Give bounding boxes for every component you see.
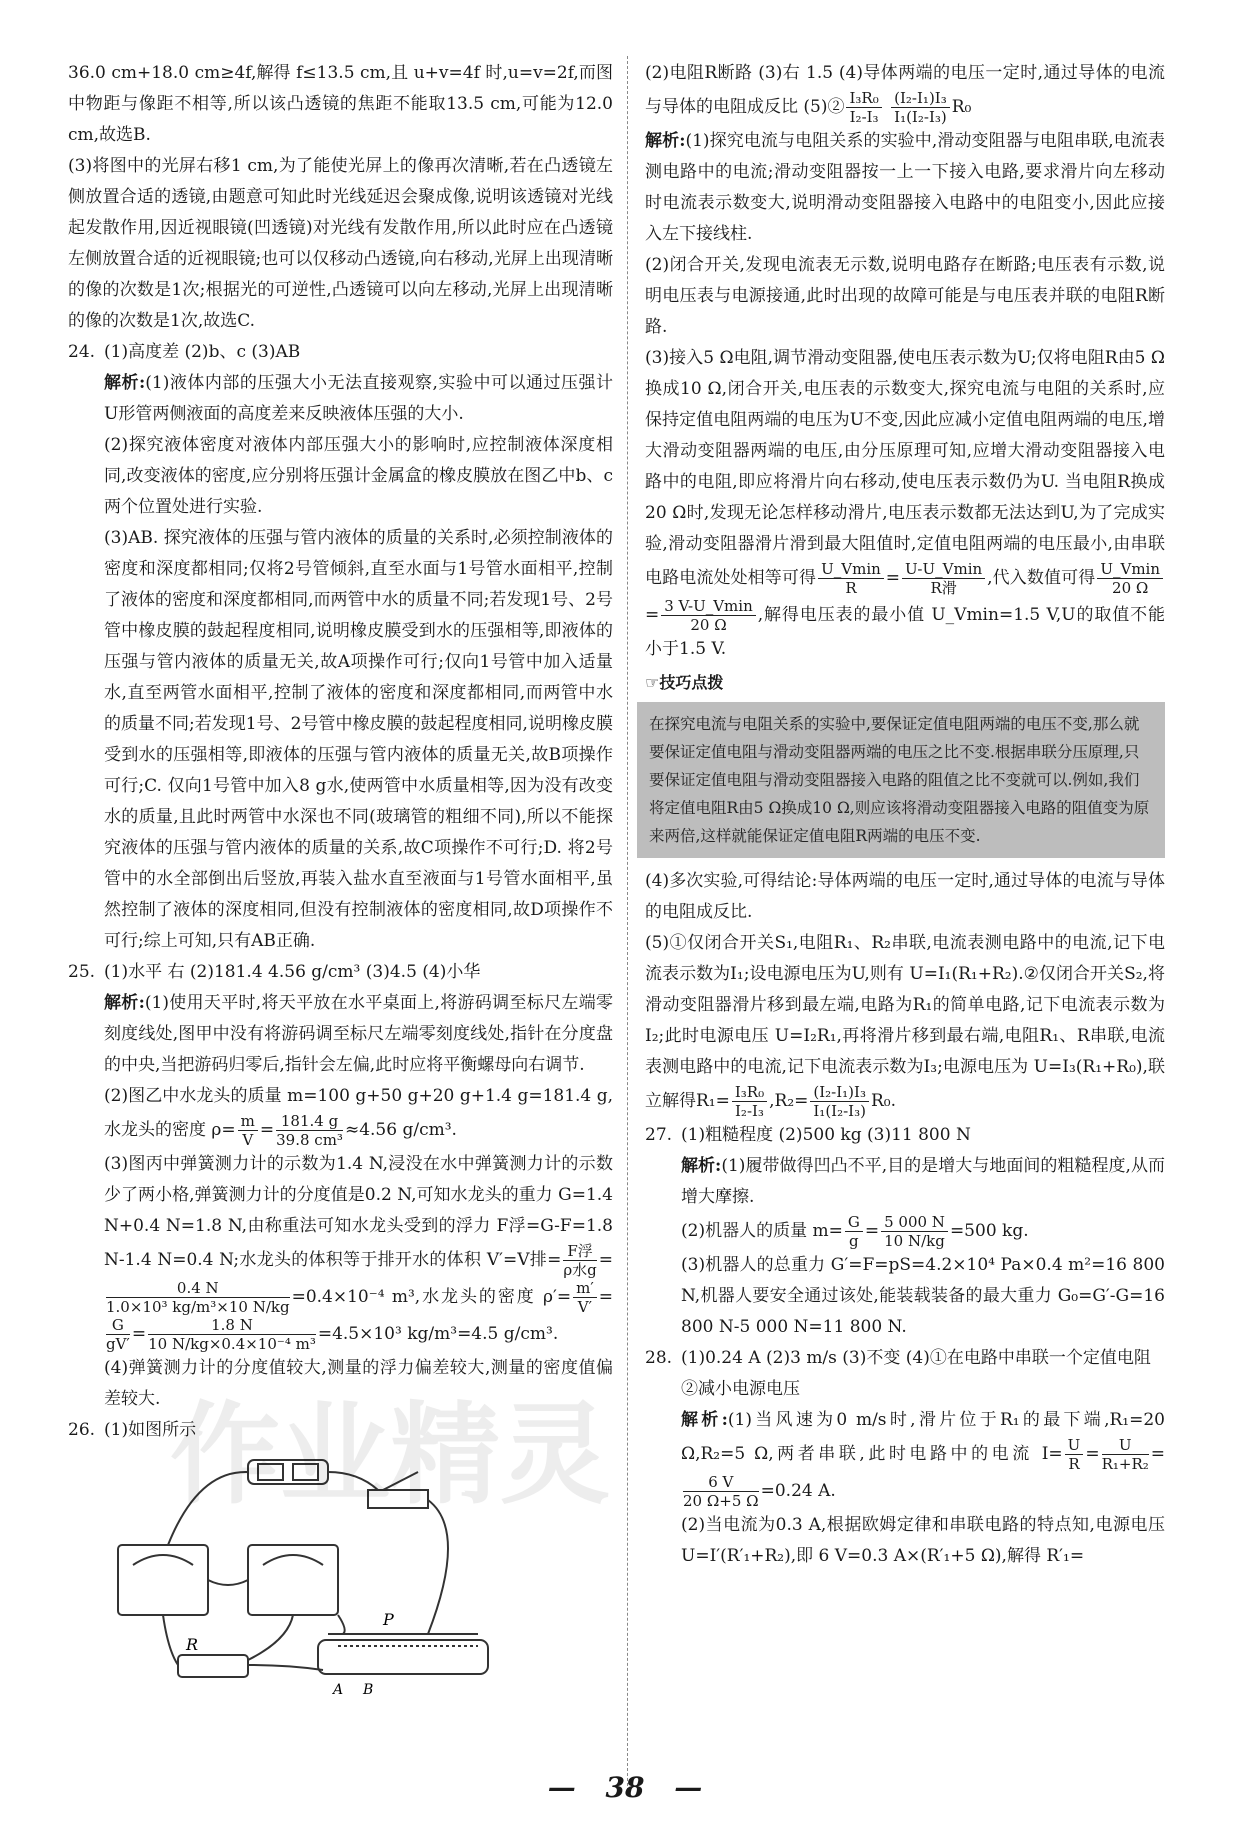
- q26-para-3: (3)接入5 Ω电阻,调节滑动变阻器,使电压表示数为U;仅将电阻R由5 Ω换成10 Ω,闭合开关,电压表的示数变大,探究电流与电阻的关系时,应保持定值电阻两端的电压为U不变,因此应减小定值电阻两端的电压,增大滑动变阻器两端的电压,由分压原理可知,应增大滑动变阻器接入电路中的电阻,即应将滑片向右移动,使电压表示数仍为U. 当电阻R换成20 Ω时,发现无论怎样移动滑片,电压表示数都无法达到U,为了完成实验,滑动变阻器滑片滑到最大阻值时,定值电阻两端的电压最小,由串联电路电流处处相等可得 $\frac{U\_Vmin}{R}$ = $\frac{U-U\_Vmin}{\text{R滑}}$ ,代入数值可得 $\frac{U\_Vmin}{20 \Omega}$ = $\frac{3 V-U\_Vmin}{20 \Omega}$ ,解得电压表的最小值 U_Vmin=1.5 V,U的取值不能小于1.5 V.: [645, 348, 1165, 659]
- q27-answer: (1)粗糙程度 (2)500 kg (3)11 800 N: [681, 1125, 971, 1145]
- q26-answer: (1)如图所示: [104, 1420, 197, 1440]
- q27-para-1: (1)履带做得凹凸不平,目的是增大与地面间的粗糙程度,从而增大摩擦.: [681, 1156, 1165, 1207]
- left-column: [68, 58, 613, 1711]
- q27-analysis-label: 解析:: [681, 1156, 722, 1176]
- q24-number: 24.: [68, 342, 96, 362]
- q24-analysis-label: 解析:: [104, 373, 146, 393]
- q26-continued: (2)电阻R断路 (3)右 1.5 (4)导体两端的电压一定时,通过导体的电流与导体的电阻成反比 (5)② $\frac{\text{I₃R₀}}{\text{I₂-I₃}}$ $\frac{\text{(I₂-I₁)I₃}}{\text{I₁(I₂-I₃)}}$ R₀: [645, 63, 1165, 126]
- q25-answer: (1)水平 右 (2)181.4 4.56 g/cm³ (3)4.5 (4)小华: [104, 962, 481, 982]
- q26-para-2: (2)闭合开关,发现电流表无示数,说明电路存在断路;电压表有示数,说明电压表与电源接通,此时出现的故障可能是与电压表并联的电阻R断路.: [645, 255, 1165, 337]
- column-divider: [627, 56, 628, 1796]
- q23-cont-2: (3)将图中的光屏右移1 cm,为了能使光屏上的像再次清晰,若在凸透镜左侧放置合适的透镜,由题意可知此时光线延迟会聚成像,说明该透镜对光线起发散作用,因近视眼镜(凹透镜)对光线有发散作用,所以此时应在凸透镜左侧放置合适的近视眼镜;也可以仅移动凸透镜,向右移动,光屏上出现清晰的像的次数是1次;根据光的可逆性,凸透镜可以向左移动,光屏上出现清晰的像的次数是1次,故选C.: [68, 156, 613, 331]
- q24-para-2: (2)探究液体密度对液体内部压强大小的影响时,应控制液体深度相同,改变液体的密度,应分别将压强计金属盒的橡皮膜放在图乙中b、c两个位置处进行实验.: [104, 435, 613, 517]
- rheostat-icon: [318, 1640, 488, 1674]
- q26-para-1: (1)探究电流与电阻关系的实验中,滑动变阻器与电阻串联,电流表测电路中的电流;滑动变阻器按一上一下接入电路,要求滑片向左移动时电流表示数变大,说明滑动变阻器接入电路中的电阻变小,因此应接入左下接线柱.: [645, 131, 1165, 244]
- q28-para-1: 解析:(1)当风速为0 m/s时,滑片位于R₁的最下端,R₁=20 Ω,R₂=5 Ω,两者串联,此时电路中的电流 I= $\frac{U}{R}$ = $\frac{U}{\text{R₁+R₂}}$ = $\frac{6 V}{20 \Omega+5 \Omega}$ =0.24 A.: [681, 1410, 1165, 1510]
- formula-density-value: $\frac{181.4 g}{\text{39.8 cm³}}$: [276, 1112, 343, 1149]
- q25-para-4: (4)弹簧测力计的分度值较大,测量的浮力偏差较大,测量的密度值偏差较大.: [104, 1358, 613, 1409]
- q25-analysis-label: 解析:: [104, 993, 145, 1013]
- tip-title: ☞技巧点拨: [645, 673, 724, 692]
- formula-m-over-v: $\frac{m}{V}$: [238, 1112, 258, 1149]
- watermark: 作业精灵: [170, 1391, 610, 1519]
- label-P: P: [383, 1610, 394, 1629]
- q27-para-2: (2)机器人的质量 m= $\frac{G}{g}$ = $\frac{5 000 N}{10 N/kg}$ =500 kg.: [681, 1213, 1029, 1250]
- formula-density-calc: $\frac{1.8 N}{\text{10 N/kg×0.4×10⁻⁴ m³}}$: [148, 1316, 316, 1353]
- q28-number: 28.: [645, 1348, 673, 1368]
- q23-cont-1: 36.0 cm+18.0 cm≥4f,解得 f≤13.5 cm,且 u+v=4f 时,u=v=2f,而图中物距与像距不相等,所以该凸透镜的焦距不能取13.5 cm,可能为12.0 cm,故选B.: [68, 63, 613, 145]
- q26-para-5: (5)①仅闭合开关S₁,电阻R₁、R₂串联,电流表测电路中的电流,记下电流表示数为I₁;设电源电压为U,则有 U=I₁(R₁+R₂).②仅闭合开关S₂,将滑动变阻器滑片移到最左端,电路为R₁的简单电路,记下电流表示数为I₂;此时电源电压 U=I₂R₁,再将滑片移到最右端,电阻R₁、R串联,电流表测电路中的电流,记下电流表示数为I₃;电源电压为 U=I₃(R₁+R₀),联立解得R₁= $\frac{\text{I₃R₀}}{\text{I₂-I₃}}$ ,R₂= $\frac{\text{(I₂-I₁)I₃}}{\text{I₁(I₂-I₃)}}$ R₀.: [645, 933, 1165, 1120]
- q26-analysis-label: 解析:: [645, 131, 686, 151]
- formula-volume: $\frac{0.4 N}{\text{1.0×10³ kg/m³×10 N/kg}}$: [106, 1279, 290, 1316]
- q26-para-4: (4)多次实验,可得结论:导体两端的电压一定时,通过导体的电流与导体的电阻成反比.: [645, 871, 1165, 922]
- circuit-figure: [98, 1450, 618, 1700]
- question-24: [68, 337, 613, 368]
- question-28: [645, 1343, 1165, 1405]
- q25-number: 25.: [68, 962, 96, 982]
- q26-number: 26.: [68, 1420, 96, 1440]
- label-R: R: [186, 1635, 199, 1654]
- tip-box: 在探究电流与电阻关系的实验中,要保证定值电阻两端的电压不变,那么就要保证定值电阻与滑动变阻器两端的电压之比不变.根据串联分压原理,只要保证定值电阻与滑动变阻器接入电路的阻值之比不变就可以.例如,我们将定值电阻R由5 Ω换成10 Ω,则应该将滑动变阻器接入电路的阻值变为原来两倍,这样就能保证定值电阻R两端的电压不变.: [637, 702, 1165, 858]
- q24-answer: (1)高度差 (2)b、c (3)AB: [104, 342, 301, 362]
- question-26: [68, 1415, 613, 1446]
- q28-para-2: (2)当电流为0.3 A,根据欧姆定律和串联电路的特点知,电源电压 U=I′(R′₁+R₂),即 6 V=0.3 A×(R′₁+5 Ω),解得 R′₁=: [681, 1515, 1165, 1566]
- q25-para-2: (2)图乙中水龙头的质量 m=100 g+50 g+20 g+1.4 g=181.4 g,水龙头的密度 ρ= $\frac{m}{V}$ = $\frac{181.4 g}{\text{39.8 cm³}}$ ≈4.56 g/cm³.: [104, 1086, 613, 1149]
- q28-answer: (1)0.24 A (2)3 m/s (3)不变 (4)①在电路中串联一个定值电阻 ②减小电源电压: [681, 1348, 1151, 1399]
- question-27: [645, 1120, 1165, 1151]
- q24-para-1: (1)液体内部的压强大小无法直接观察,实验中可以通过压强计U形管两侧液面的高度差来反映液体压强的大小.: [104, 373, 613, 424]
- resistor-icon: [178, 1655, 248, 1677]
- q25-para-3: (3)图丙中弹簧测力计的示数为1.4 N,浸没在水中弹簧测力计的示数少了两小格,弹簧测力计的分度值是0.2 N,可知水龙头的重力 G=1.4 N+0.4 N=1.8 N,由称重法可知水龙头受到的浮力 F浮=G-F=1.8 N-1.4 N=0.4 N;水龙头的体积等于排开水的体积 V′=V排= $\frac{\text{F浮}}{\text{ρ水g}}$ = $\frac{0.4 N}{\text{1.0×10³ kg/m³×10 N/kg}}$ =0.4×10⁻⁴ m³,水龙头的密度 ρ′= $\frac{m'}{V'}$ = $\frac{G}{gV'}$ = $\frac{1.8 N}{\text{10 N/kg×0.4×10⁻⁴ m³}}$ =4.5×10³ kg/m³=4.5 g/cm³.: [104, 1154, 613, 1353]
- formula-buoyancy: $\frac{\text{F浮}}{\text{ρ水g}}$: [563, 1242, 597, 1279]
- label-B: B: [363, 1682, 374, 1698]
- q27-para-3: (3)机器人的总重力 G′=F=pS=4.2×10⁴ Pa×0.4 m²=16 800 N,机器人要安全通过该处,能装载装备的最大重力 G₀=G′-G=16 800 N-5 000 N=11 800 N.: [681, 1255, 1165, 1337]
- label-A: A: [333, 1682, 344, 1698]
- right-column: [645, 58, 1165, 1572]
- q24-para-3: (3)AB. 探究液体的压强与管内液体的质量的关系时,必须控制液体的密度和深度都相同;仅将2号管倾斜,直至水面与1号管水面相平,控制了液体的密度和深度都相同,而两管中水的质量不同;若发现1号、2号管中橡皮膜的鼓起程度相同,说明橡皮膜受到水的压强相等,即液体的压强与管内液体的质量无关,故A项操作可行;仅向1号管中加入适量水,直至两管水面相平,控制了液体的密度和深度都相同,而两管中水的质量不同;若发现1号、2号管中橡皮膜的鼓起程度相同,说明橡皮膜受到水的压强相等,即液体的压强与管内液体的质量无关,故B项操作可行;C. 仅向1号管中加入8 g水,使两管中水质量相等,因为没有改变水的质量,且此时两管中水深也不同(玻璃管的粗细不同),所以不能探究液体的压强与管内液体的质量的关系,故C项操作不可行;D. 将2号管中的水全部倒出后竖放,再装入盐水直至液面与1号管水面相平,虽然控制了液体的深度相同,但没有控制液体的密度相同,故D项操作不可行;综上可知,只有AB正确.: [104, 528, 613, 951]
- switch-icon: [368, 1490, 428, 1508]
- question-25: [68, 957, 613, 988]
- q27-number: 27.: [645, 1125, 673, 1145]
- q25-para-1: (1)使用天平时,将天平放在水平桌面上,将游码调至标尺左端零刻度线处,图甲中没有将游码调至标尺左端零刻度线处,指针在分度盘的中央,当把游码归零后,指针会左偏,此时应将平衡螺母向右调节.: [104, 993, 613, 1075]
- page-number: — 38 —: [547, 1771, 703, 1804]
